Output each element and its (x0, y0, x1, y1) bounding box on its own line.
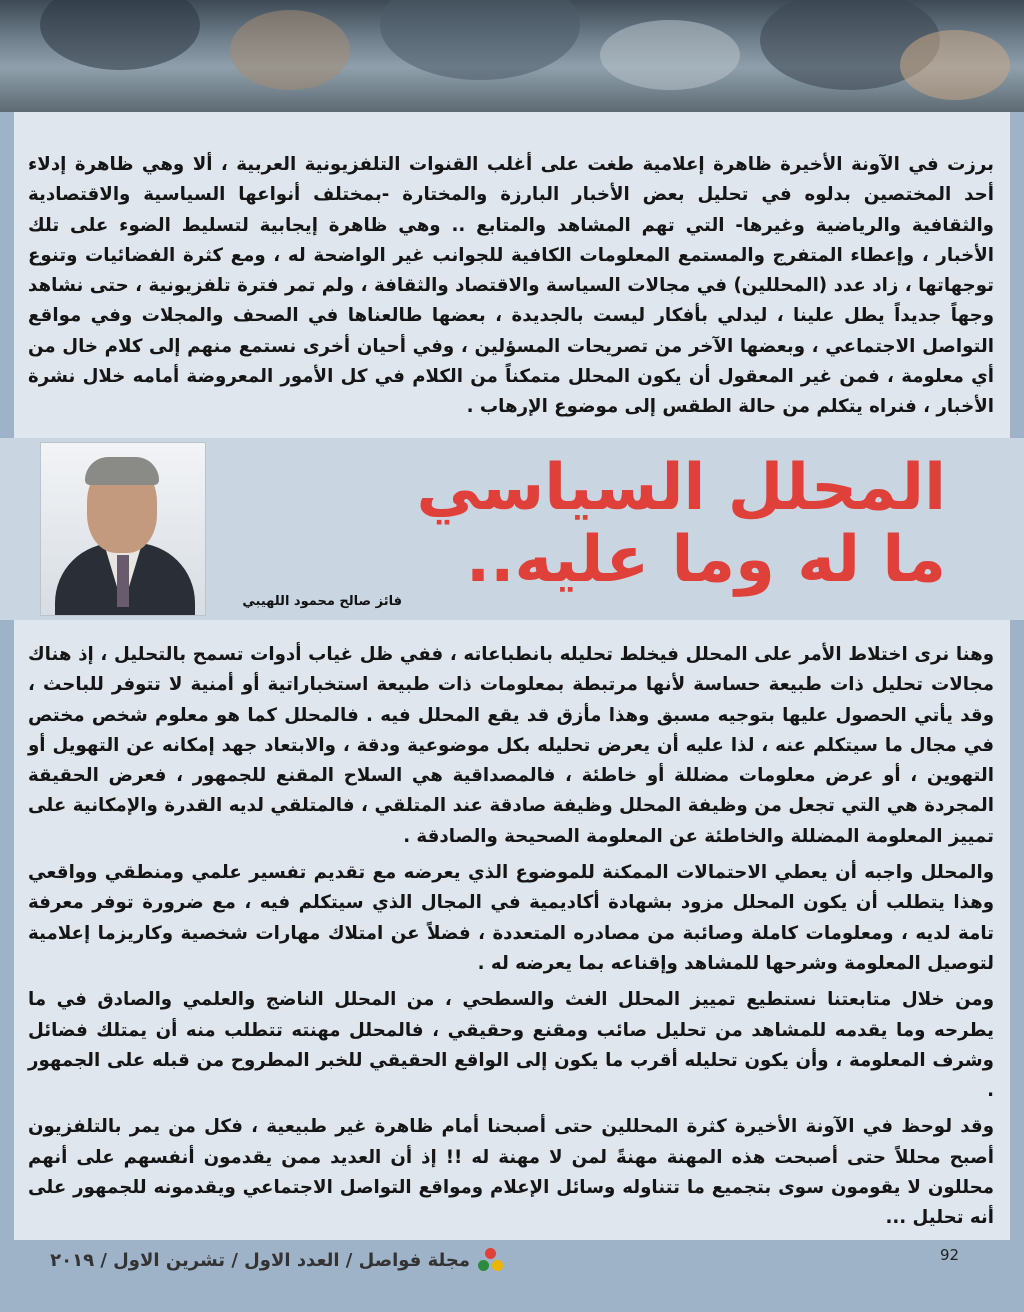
body-paragraph: وهنا نرى اختلاط الأمر على المحلل فيخلط تحليله بانطباعاته ، ففي ظل غياب أدوات تسمح بالتحليل ، إذ هناك مجالات تحليل ذات طبيعة حساسة لأنها مرتبطة بمعلومات ذات طبيعة استخباراتية أو أمنية لا تتوفر للباحث ، وقد يأتي الحصول عليها بتوجيه مسبق وهذا مأزق قد يقع المحلل فيه . فالمحلل كما هو معلوم شخص مختص في مجال ما سيتكلم عنه ، لذا عليه أن يعرض تحليله بكل موضوعية ودقة ، والابتعاد جهد إمكانه عن التهويل أو التهوين ، أو عرض معلومات مضللة أو خاطئة ، فالمصداقية هي السلاح المقنع للجمهور ، فعرض الحقيقة المجردة هي التي تجعل من وظيفة المحلل وظيفة صادقة عند المتلقي ، فالمتلقي لديه القدرة والإمكانية على تمييز المعلومة المضللة والخاطئة عن المعلومة الصحيحة والصادقة . (28, 644, 994, 847)
author-photo (40, 442, 206, 616)
page-number: 92 (940, 1246, 960, 1264)
article-body (28, 640, 994, 1240)
intro-paragraph: برزت في الآونة الأخيرة ظاهرة إعلامية طغت على أغلب القنوات التلفزيونية العربية ، ألا وهي ظاهرة إدلاء أحد المختصين بدلوه في تحليل بعض الأخبار البارزة والمختارة -بمختلف أنواعها السياسية والاقتصادية والثقافية والرياضية وغيرها- التي تهم المشاهد والمتابع .. وهي ظاهرة إيجابية لتسليط الضوء على تلك الأخبار ، وإعطاء المتفرج والمستمع المعلومات الكافية للجوانب غير الواضحة له ، ومع كثرة الفضائيات وتنوع توجهاتها ، زاد عدد (المحللين) في مجالات السياسة والاقتصاد والثقافة ، ولم تمر فترة تلفزيونية ، حتى نشاهد وجهاً جديداً يطل علينا ، ليدلي بأفكار ليست بالجديدة ، بعضها طالعناها في الصحف والمجلات وفي مواقع التواصل الاجتماعي ، وبعضها الآخر من تصريحات المسؤلين ، وفي أحيان أخرى نستمع منهم إلى كلام خال من أي معلومة ، فمن غير المعقول أن يكون المحلل متمكناً من الكلام في كل الأمور المعروضة أمامه خلال نشرة الأخبار ، فنراه يتكلم من حالة الطقس إلى موضوع الإرهاب . (28, 154, 994, 418)
journal-info: مجلة فواصل / العدد الاول / تشرين الاول / ٢٠١٩ (50, 1250, 470, 1271)
journal-logo-icon (478, 1248, 504, 1274)
body-paragraph: والمحلل واجبه أن يعطي الاحتمالات الممكنة للموضوع الذي يعرضه مع تقديم تفسير علمي ومنطقي وواقعي وهذا يتطلب أن يكون المحلل مزود بشهادة أكاديمية في المجال الذي سيتكلم فيه ، مع ضرورة توفر معرفة تامة لديه ، ومعلومات كاملة وصائبة من مصادره المتعددة ، فضلاً عن امتلاك مهارات شخصية وكاريزما إعلامية لتوصيل المعلومة وشرحها للمشاهد وإقناعه بما يعرضه له . (28, 862, 994, 974)
header-photo (0, 0, 1024, 112)
body-paragraph: وقد لوحظ في الآونة الأخيرة كثرة المحللين حتى أصبحنا أمام ظاهرة غير طبيعية ، فكل من يمر بالتلفزيون أصبح محللاً حتى أصبحت هذه المهنة مهنةً لمن لا مهنة له !! إذ أن العديد ممن يقدمون أنفسهم على أنهم محللون لا يقومون سوى بتجميع ما تتناوله وسائل الإعلام ومواقع التواصل الاجتماعي ويقدمونه للجمهور على أنه تحليل ... (28, 1116, 994, 1229)
author-name: فائز صالح محمود اللهيبي (242, 594, 402, 609)
title-line-1: المحلل السياسي (416, 451, 946, 525)
body-paragraph: ومن خلال متابعتنا نستطيع تمييز المحلل الغث والسطحي ، من المحلل الناضج والعلمي والصادق في ما يطرحه وما يقدمه للمشاهد من تحليل صائب ومقنع وحقيقي ، فالمحلل مهنته تتطلب منه أن يمتلك فضائل وشرف المعلومة ، وأن يكون تحليله أقرب ما يكون إلى الواقع الحقيقي للخبر المطروح من قبله على الجمهور . (28, 989, 994, 1102)
title-line-2: ما له وما عليه.. (465, 523, 946, 597)
article-title (386, 452, 946, 596)
